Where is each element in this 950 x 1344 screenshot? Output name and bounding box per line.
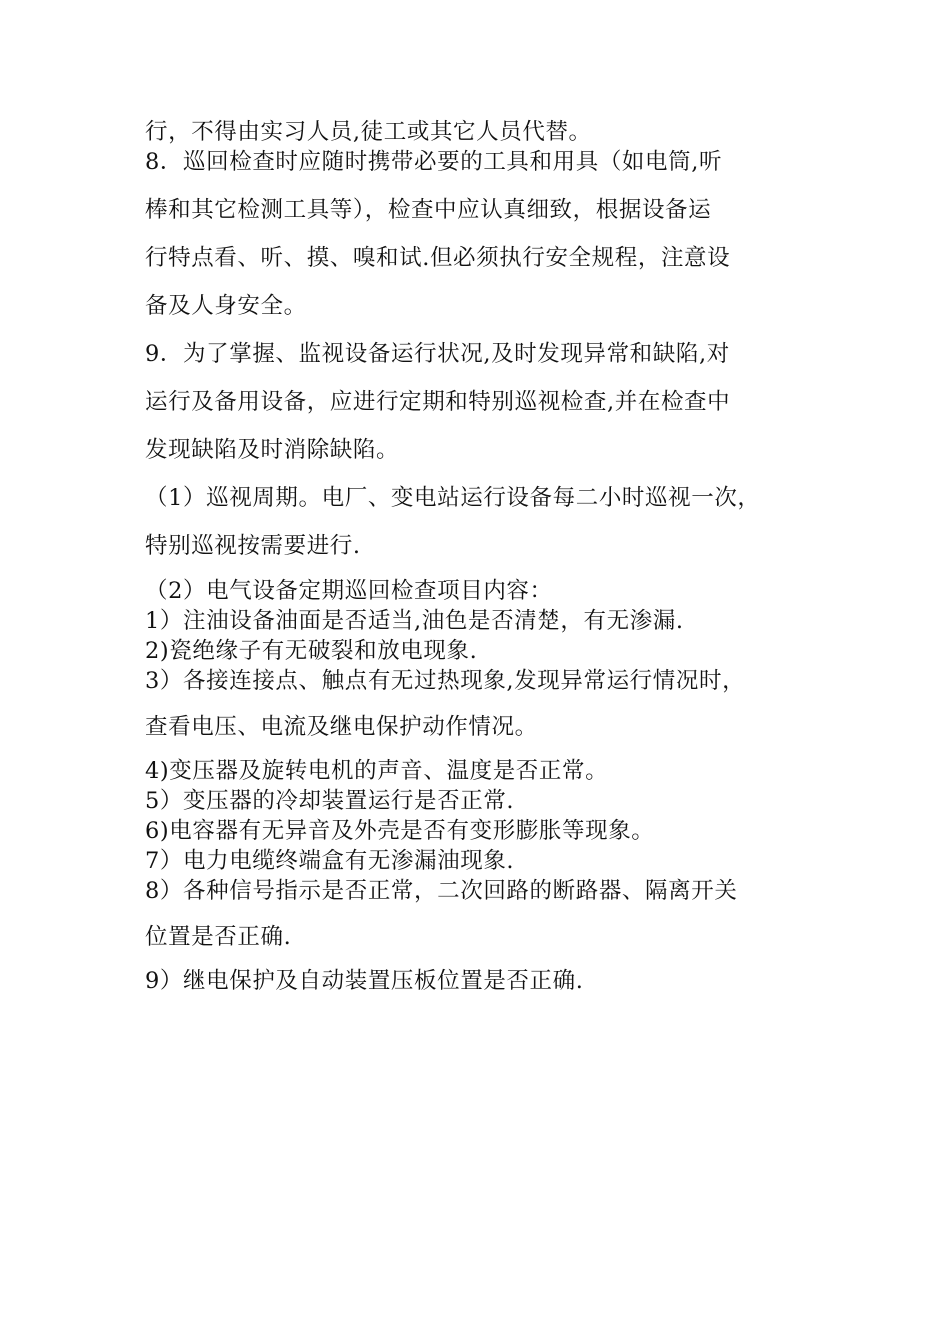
text-line: 8）各种信号指示是否正常，二次回路的断路器、隔离开关	[145, 878, 738, 904]
text-line: 特别巡视按需要进行.	[145, 533, 361, 559]
text-line: （1）巡视周期。电厂、变电站运行设备每二小时巡视一次，	[145, 485, 761, 511]
text-line: 行特点看、听、摸、嗅和试.但必须执行安全规程，注意设	[145, 245, 731, 271]
text-line: 9．为了掌握、监视设备运行状况,及时发现异常和缺陷,对	[145, 341, 730, 367]
text-line: 6)电容器有无异音及外壳是否有变形膨胀等现象。	[145, 818, 655, 844]
text-line: 棒和其它检测工具等），检查中应认真细致，根据设备运	[145, 197, 712, 223]
text-line: 7）电力电缆终端盒有无渗漏油现象.	[145, 848, 515, 874]
text-line: 4)变压器及旋转电机的声音、温度是否正常。	[145, 758, 609, 784]
text-line: 查看电压、电流及继电保护动作情况。	[145, 714, 538, 740]
text-line: 2)瓷绝缘子有无破裂和放电现象.	[145, 638, 478, 664]
text-line: 8．巡回检查时应随时携带必要的工具和用具（如电筒,听	[145, 149, 723, 175]
text-line: （2）电气设备定期巡回检查项目内容：	[145, 578, 553, 604]
text-line: 行，不得由实习人员,徒工或其它人员代替。	[145, 119, 592, 145]
text-line: 发现缺陷及时消除缺陷。	[145, 437, 400, 463]
text-line: 9）继电保护及自动装置压板位置是否正确.	[145, 968, 584, 994]
text-line: 备及人身安全。	[145, 293, 307, 319]
text-line: 位置是否正确.	[145, 924, 292, 950]
text-line: 3）各接连接点、触点有无过热现象,发现异常运行情况时，	[145, 668, 746, 694]
text-line: 运行及备用设备，应进行定期和特别巡视检查,并在检查中	[145, 389, 731, 415]
text-line: 1）注油设备油面是否适当,油色是否清楚，有无渗漏.	[145, 608, 684, 634]
text-line: 5）变压器的冷却装置运行是否正常.	[145, 788, 515, 814]
